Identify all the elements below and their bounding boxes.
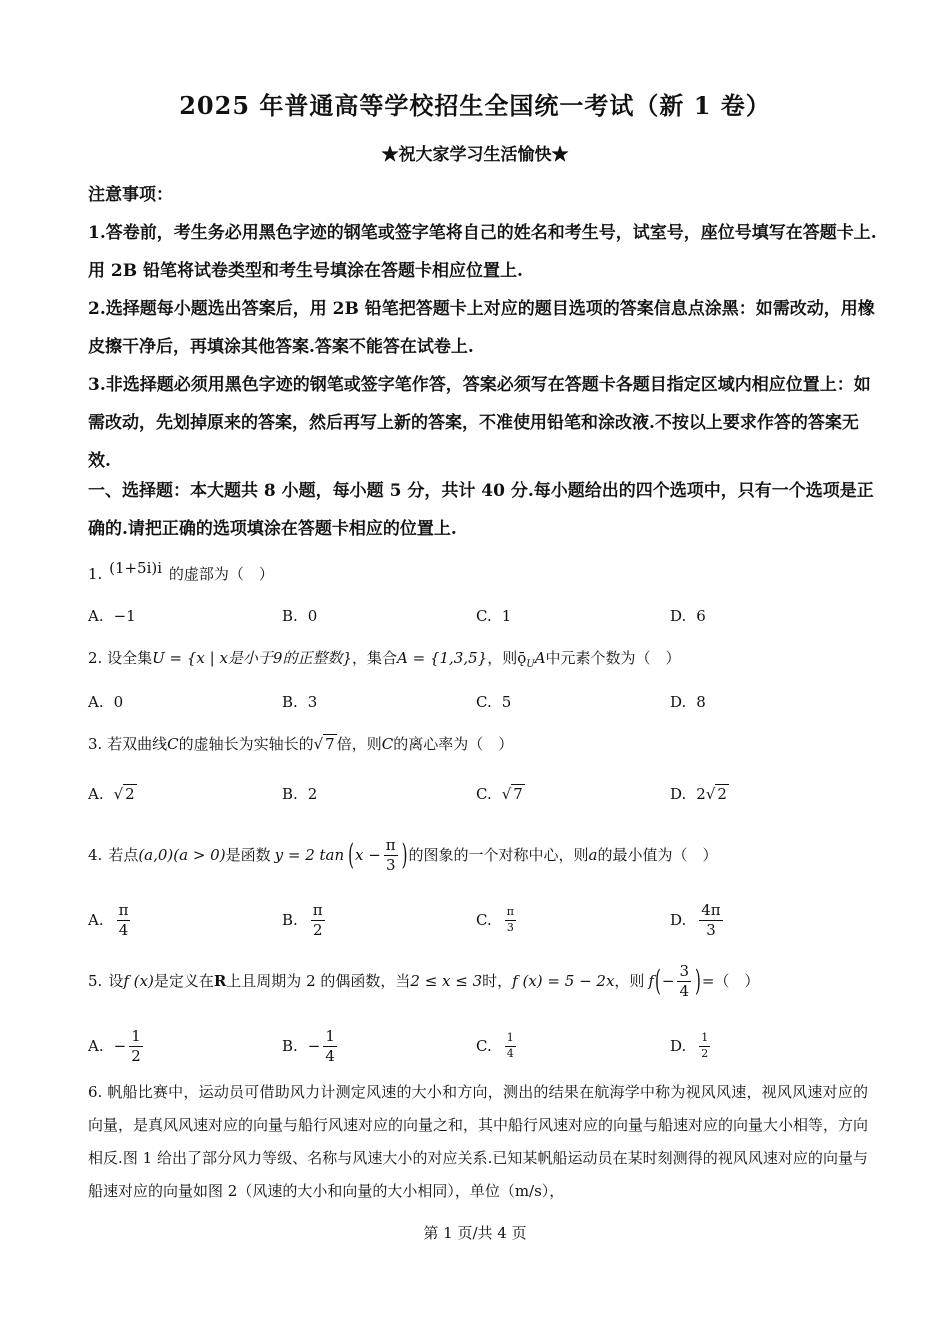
q1-expression: (1+5i)i — [109, 559, 163, 577]
option-a[interactable]: A. − $\frac{1}{2}$ — [88, 1027, 141, 1065]
option-b[interactable]: B. − $\frac{1}{4}$ — [282, 1027, 335, 1065]
notice-heading: 注意事项： — [88, 185, 173, 205]
three-quarters: $\frac{3}{4}$ — [679, 962, 689, 1000]
option-c[interactable]: C. 1 — [476, 607, 512, 625]
question-6: 6. 帆船比赛中，运动员可借助风力计测定风速的大小和方向，测出的结果在航海学中称为视风风速，视风风速对应的向量，是真风风速对应的向量与船行风速对应的向量之和，其中船行风速对应的向量与船速对应的向量大小相等，方向相反.图 1 给出了部分风力等级、名称与风速大小的对应关系.已知某帆船运动员在某时刻测得的视风风速对应的向量与船速对应的向量如图 2（风速的大小和向量的大小相同），单位（m/s）， — [88, 1083, 869, 1200]
option-d[interactable]: D. $\frac{1}{2}$ — [670, 1031, 709, 1060]
q5-options — [88, 1022, 888, 1070]
exam-subtitle: ★祝大家学习生活愉快★ — [381, 145, 569, 165]
question-4: 4. 若点 (a,0)(a > 0) 是函数 y = 2 tan ( x − $\frac{\pi}{3}$ ) 的图象的一个对称中心，则 a 的最小值为（ ） — [88, 836, 718, 874]
question-2: 2. 设全集U = {x | x是小于9的正整数}，集合A = {1,3,5}，则$ǭ_UA$中元素个数为（ ） — [88, 649, 681, 670]
question-5: 5. 设 f (x) 是定义在 R 上且周期为 2 的偶函数，当 2 ≤ x ≤ 3 时， f (x) = 5 − 2x ，则 f ( − $\frac{3}{4}$ ) =（ ） — [88, 962, 760, 1000]
option-d[interactable]: D. 2 √ 2 — [670, 785, 727, 803]
option-d[interactable]: D. 8 — [670, 693, 706, 711]
q1-options — [88, 596, 888, 636]
q1-text: 的虚部为（ ） — [168, 565, 274, 583]
set-a: A = {1,3,5} — [397, 649, 488, 667]
question-number: 1. — [88, 565, 103, 583]
page-footer: 第 1 页/共 4 页 — [423, 1224, 527, 1242]
question-1 — [88, 560, 888, 588]
option-b[interactable]: B. 3 — [282, 693, 318, 711]
complement-symbol: ǭ — [517, 649, 527, 667]
option-b[interactable]: B. 2 — [282, 785, 318, 803]
set-u: U = {x | x是小于9的正整数} — [152, 649, 352, 667]
option-c[interactable]: C. √ 7 — [476, 785, 523, 803]
option-c[interactable]: C. $\frac{1}{4}$ — [476, 1031, 514, 1060]
option-c[interactable]: C. 5 — [476, 693, 512, 711]
exam-title: 2025 年普通高等学校招生全国统一考试（新 1 卷） — [179, 91, 771, 120]
notice-item-2: 2.选择题每小题选出答案后，用 2B 铅笔把答题卡上对应的题目选项的答案信息点涂黑：如需改动，用橡皮擦干净后，再填涂其他答案.答案不能答在试卷上. — [88, 299, 875, 357]
q6-text: 帆船比赛中，运动员可借助风力计测定风速的大小和方向，测出的结果在航海学中称为视风风速，视风风速对应的向量，是真风风速对应的向量与船行风速对应的向量之和，其中船行风速对应的向量与船速对应的向量大小相等，方向相反.图 1 给出了部分风力等级、名称与风速大小的对应关系.已知某帆船运动员在某时刻测得的视风风速对应的向量与船速对应的向量如图 2（风速的大小和向量的大小相同），单位（m/s）， — [88, 1083, 869, 1200]
q3-options — [88, 774, 888, 814]
option-c[interactable]: C. $\frac{\pi}{3}$ — [476, 905, 514, 934]
option-a[interactable]: A. −1 — [88, 607, 136, 625]
option-a[interactable]: A. $\frac{\pi}{4}$ — [88, 901, 129, 939]
notice-item-1: 1.答卷前，考生务必用黑色字迹的钢笔或签字笔将自己的姓名和考生号，试室号，座位号填写在答题卡上.用 2B 铅笔将试卷类型和考生号填涂在答题卡相应位置上. — [88, 223, 877, 281]
option-a[interactable]: A. 0 — [88, 693, 124, 711]
option-b[interactable]: B. 0 — [282, 607, 318, 625]
notice-item-3: 3.非选择题必须用黑色字迹的钢笔或签字笔作答，答案必须写在答题卡各题目指定区域内相应位置上：如需改动，先划掉原来的答案，然后再写上新的答案，不准使用铅笔和涂改液.不按以上要求作答的答案无效. — [88, 375, 871, 471]
question-3: 3. 若双曲线C的虚轴长为实轴长的√ 7 倍，则C的离心率为（ ） — [88, 730, 888, 758]
option-d[interactable]: D. 6 — [670, 607, 706, 625]
q4-options — [88, 898, 888, 942]
option-d[interactable]: D. $\frac{4\pi}{3}$ — [670, 901, 721, 939]
option-b[interactable]: B. $\frac{\pi}{2}$ — [282, 901, 323, 939]
q2-options — [88, 682, 888, 722]
sqrt-7: √ 7 — [313, 735, 335, 753]
section-1-instructions: 一、选择题：本大题共 8 小题，每小题 5 分，共计 40 分.每小题给出的四个选项中，只有一个选项是正确的.请把正确的选项填涂在答题卡相应的位置上. — [88, 481, 874, 539]
option-a[interactable]: A. √ 2 — [88, 785, 135, 803]
pi-over-3: $\frac{\pi}{3}$ — [385, 836, 396, 874]
